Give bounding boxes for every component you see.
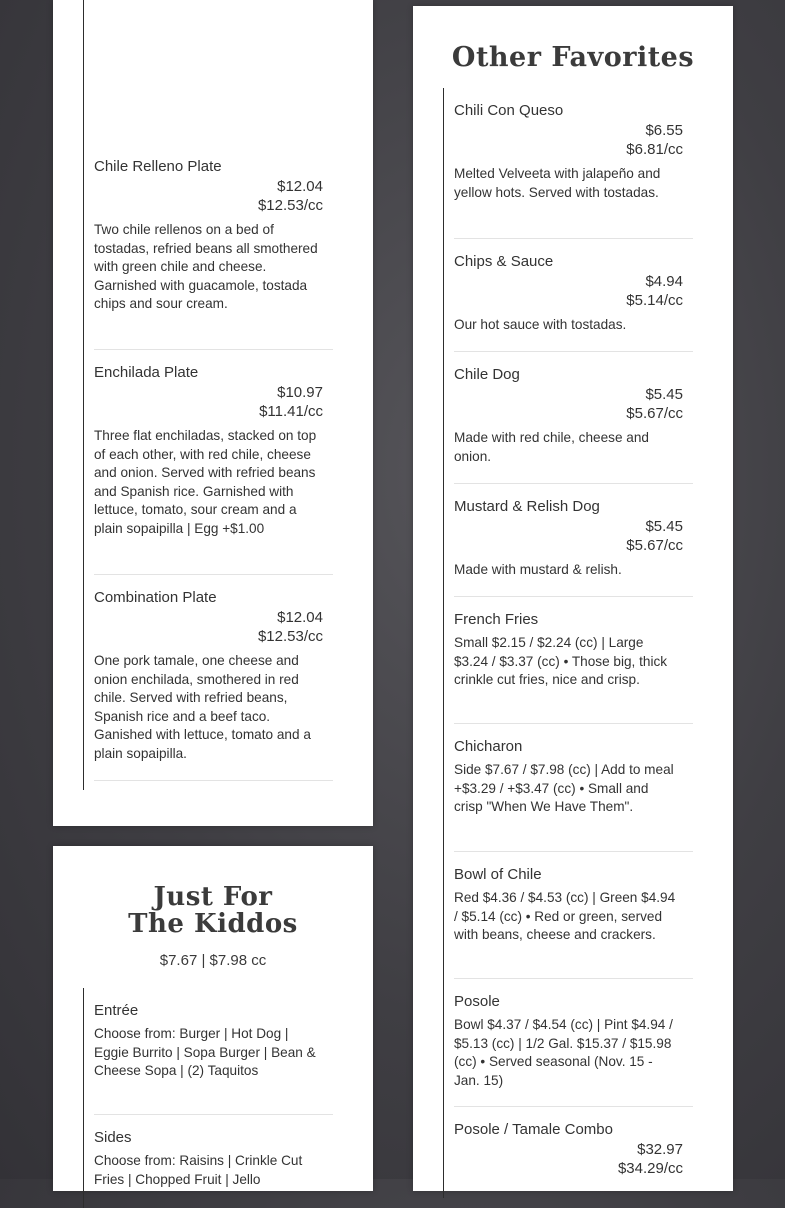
menu-item-price: $10.97: [277, 384, 323, 401]
menu-item-description: One pork tamale, one cheese and onion enchilada, smothered in red chile. Served with refried beans, Spanish rice and a beef taco. Ganished with lettuce, tomato and a plain sopaipilla.: [94, 653, 311, 761]
menu-item-prices: [454, 517, 683, 555]
menu-item-price-cc: $12.53/cc: [257, 197, 323, 214]
divider: [454, 1106, 693, 1107]
divider: [454, 723, 693, 724]
menu-item-name: Enchilada Plate: [94, 364, 199, 381]
divider: [454, 351, 693, 352]
menu-item: [454, 252, 694, 335]
menu-item-price: $4.94: [645, 273, 683, 290]
menu-item-price: $12.04: [277, 609, 323, 626]
divider: [94, 574, 333, 575]
menu-item-description: Two chile rellenos on a bed of tostadas, refried beans all smothered with green chile and cheese. Garnished with guacamole, tostada chips and sour cream.: [94, 222, 318, 312]
menu-item-description: Bowl $4.37 / $4.54 (cc) | Pint $4.94 / $5.13 (cc) | 1/2 Gal. $15.37 / $15.98 (cc) • Served seasonal (Nov. 15 - Jan. 15): [454, 1017, 673, 1088]
menu-item-price-cc: $5.67/cc: [626, 405, 683, 422]
menu-item-prices: [454, 385, 683, 423]
menu-item-prices: [454, 1140, 683, 1178]
menu-card-plates: [53, 0, 373, 826]
section-title: Just For The Kiddos: [128, 882, 298, 939]
menu-item-name: Chili Con Queso: [454, 102, 564, 119]
menu-item: [454, 865, 694, 945]
card-rule: [83, 988, 84, 1208]
menu-item-name: Chicharon: [454, 738, 523, 755]
menu-item: [454, 365, 694, 466]
menu-item-description: Red $4.36 / $4.53 (cc) | Green $4.94 / $5.14 (cc) • Red or green, served with beans, cheese and crackers.: [454, 890, 676, 943]
menu-item-price: $6.55: [645, 122, 683, 139]
menu-item: [454, 1120, 694, 1178]
menu-item: [454, 497, 694, 580]
menu-item: [454, 992, 694, 1090]
menu-item-description: Choose from: Raisins | Crinkle Cut Fries | Chopped Fruit | Jello: [94, 1153, 303, 1187]
menu-item-price-cc: $5.67/cc: [626, 537, 683, 554]
section-price: $7.67 | $7.98 cc: [159, 952, 267, 969]
menu-item-prices: [94, 177, 323, 215]
menu-item-name: Chips & Sauce: [454, 253, 554, 270]
menu-item-price: $12.04: [277, 178, 323, 195]
menu-item-name: Chile Dog: [454, 366, 520, 383]
card-rule: [443, 88, 444, 1198]
menu-item-price: $32.97: [637, 1141, 683, 1158]
menu-item: [454, 737, 694, 817]
menu-item-name: Sides: [94, 1129, 132, 1146]
menu-item: [94, 1001, 334, 1081]
menu-item-prices: [94, 383, 323, 421]
menu-item: [94, 363, 334, 539]
menu-item-price-cc: $6.81/cc: [626, 141, 683, 158]
menu-item-name: French Fries: [454, 611, 539, 628]
menu-item-price-cc: $34.29/cc: [617, 1160, 683, 1177]
menu-item: [454, 610, 694, 690]
menu-item-name: Combination Plate: [94, 589, 217, 606]
menu-item-description: Small $2.15 / $2.24 (cc) | Large $3.24 / $3.37 (cc) • Those big, thick crinkle cut fries, nice and crisp.: [454, 635, 668, 688]
divider: [94, 1114, 333, 1115]
menu-item-prices: [454, 121, 683, 159]
divider: [454, 238, 693, 239]
menu-item-price-cc: $12.53/cc: [257, 628, 323, 645]
menu-item-description: Made with red chile, cheese and onion.: [454, 430, 649, 464]
menu-item-price-cc: $11.41/cc: [259, 403, 323, 420]
menu-item-description: Melted Velveeta with jalapeño and yellow hots. Served with tostadas.: [454, 166, 661, 200]
menu-item-price: $5.45: [645, 386, 683, 403]
divider: [454, 596, 693, 597]
menu-item: [454, 101, 694, 202]
menu-item-prices: [454, 272, 683, 310]
menu-item-price-cc: $5.14/cc: [626, 292, 683, 309]
menu-item-name: Bowl of Chile: [454, 866, 542, 883]
menu-item-description: Made with mustard & relish.: [454, 562, 622, 577]
menu-item-prices: [94, 608, 323, 646]
divider: [454, 978, 693, 979]
divider: [454, 851, 693, 852]
menu-item: [94, 157, 334, 314]
menu-item-name: Posole / Tamale Combo: [454, 1121, 613, 1138]
menu-item-description: Choose from: Burger | Hot Dog | Eggie Burrito | Sopa Burger | Bean & Cheese Sopa | (2) Taquitos: [94, 1026, 316, 1079]
menu-item: [94, 588, 334, 764]
menu-item: [94, 1128, 334, 1189]
card-rule: [83, 0, 84, 790]
menu-item-name: Chile Relleno Plate: [94, 158, 222, 175]
menu-item-name: Mustard & Relish Dog: [454, 498, 600, 515]
divider: [94, 780, 333, 781]
menu-item-description: Three flat enchiladas, stacked on top of each other, with red chile, cheese and onion. Served with refried beans and Spanish rice. Garnished with lettuce, tomato, sour cream and a plain sopaipilla | Egg +$1.00: [94, 428, 317, 536]
menu-item-name: Entrée: [94, 1002, 139, 1019]
menu-item-price: $5.45: [645, 518, 683, 535]
menu-card-other-favorites: [413, 6, 733, 1191]
menu-card-kiddos: [53, 846, 373, 1191]
divider: [454, 483, 693, 484]
divider: [94, 349, 333, 350]
menu-item-name: Posole: [454, 993, 500, 1010]
menu-item-description: Side $7.67 / $7.98 (cc) | Add to meal +$3.29 / +$3.47 (cc) • Small and crisp "When We Have Them".: [454, 762, 674, 815]
section-title: Other Favorites: [451, 42, 695, 73]
menu-item-description: Our hot sauce with tostadas.: [454, 317, 627, 332]
